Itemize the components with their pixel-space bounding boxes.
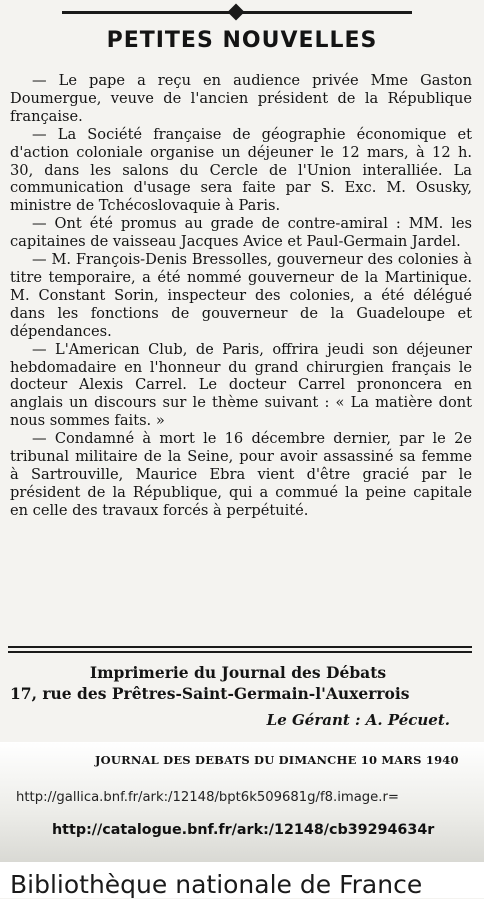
news-item: — Ont été promus au grade de contre-amiral : MM. les capitaines de vaisseau Jacques Avice et Paul-Germain Jardel. [10, 215, 472, 251]
divider-rule [8, 651, 472, 653]
headline: PETITES NOUVELLES [106, 28, 378, 53]
news-item: — L'American Club, de Paris, offrira jeudi son déjeuner hebdomadaire en l'honneur du grand chirurgien français le docteur Alexis Carrel. Le docteur Carrel prononcera en anglais un discours sur le thème suivant : « La matière dont nous sommes faits. » [10, 340, 472, 430]
catalogue-url[interactable]: http://catalogue.bnf.fr/ark:/12148/cb39294634r [52, 822, 435, 838]
ornament-diamond-icon [228, 4, 245, 21]
imprint [10, 662, 466, 704]
news-column [10, 72, 472, 520]
library-label: Bibliothèque nationale de France [10, 870, 423, 899]
news-item: — La Société française de géographie économique et d'action coloniale organise un déjeuner le 12 mars, à 12 h. 30, dans les salons du Cercle de l'Union interalliée. La communication d'usage sera faite par S. Exc. M. Osusky, ministre de Tchécoslovaquie à Paris. [10, 125, 472, 215]
journal-date: JOURNAL DES DEBATS DU DIMANCHE 10 MARS 1940 [95, 753, 459, 767]
imprint-address: 17, rue des Prêtres-Saint-Germain-l'Auxerrois [10, 684, 410, 703]
news-item: — Le pape a reçu en audience privée Mme Gaston Doumergue, veuve de l'ancien président de la République française. [10, 72, 472, 125]
imprint-line: Imprimerie du Journal des Débats [89, 663, 387, 682]
news-item: — Condamné à mort le 16 décembre dernier, par le 2e tribunal militaire de la Seine, pour avoir assassiné sa femme à Sartrouville, Maurice Ebra vient d'être gracié par le président de la République, qui a commué la peine capitale en celle des travaux forcés à perpétuité. [10, 430, 472, 519]
divider-rule [8, 646, 472, 648]
gallica-url[interactable]: http://gallica.bnf.fr/ark:/12148/bpt6k509681g/f8.image.r= [16, 790, 399, 805]
gerant-signature: Le Gérant : A. Pécuet. [266, 711, 450, 729]
news-item: — M. François-Denis Bressolles, gouverneur des colonies à titre temporaire, a été nommé gouverneur de la Martinique. M. Constant Sorin, inspecteur des colonies, a été délégué dans les fonctions de gouverneur de la Guadeloupe et dépendances. [10, 251, 472, 340]
